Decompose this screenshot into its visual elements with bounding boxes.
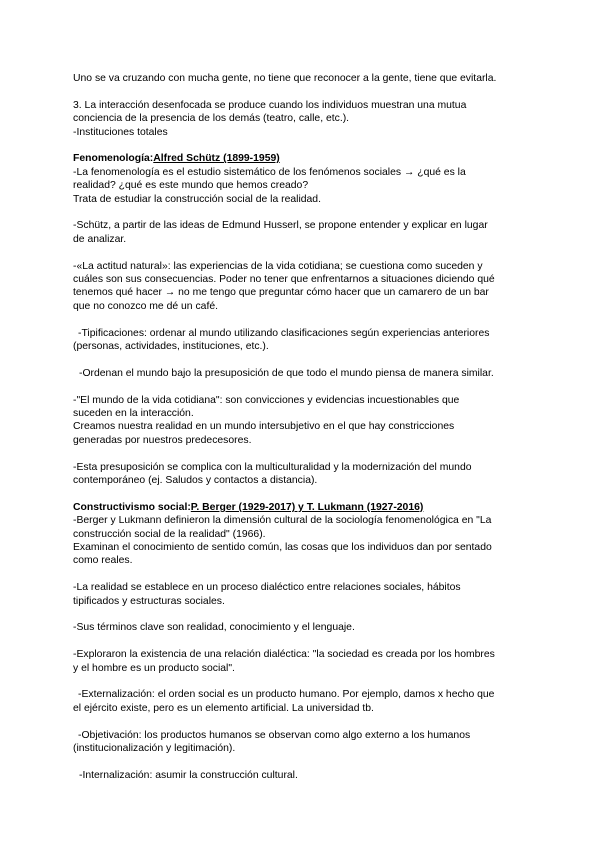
con-b1-line-1: -Berger y Lukmann definieron la dimensión cultural de la sociología fenomenológica en "La: [73, 515, 492, 527]
fenomenologia-block-2: [73, 219, 535, 246]
fen-b3-line-4: que no conozco me dé un café.: [73, 300, 218, 312]
fen-b1-line-3: Trata de estudiar la construcción social de la realidad.: [73, 193, 321, 205]
fenomenologia-heading: [73, 152, 535, 165]
fenomenologia-block-1: [73, 152, 535, 206]
fen-b6-line-1: -"El mundo de la vida cotidiana": son convicciones y evidencias incuestionables que: [73, 394, 460, 406]
fen-b3-line-2: cuáles son sus consecuencias. Poder no tener que enfrentarnos a situaciones diciendo qué: [73, 274, 495, 286]
fen-b7-line-1: -Esta presuposición se complica con la multiculturalidad y la modernización del mundo: [73, 461, 472, 473]
fen-b6-line-3: Creamos nuestra realidad en un mundo intersubjetivo en el que hay constricciones: [73, 421, 455, 433]
con-b2-line-1: -La realidad se establece en un proceso dialéctico entre relaciones sociales, hábitos: [73, 582, 461, 594]
intro-line: Uno se va cruzando con mucha gente, no tiene que reconocer a la gente, tiene que evitarla.: [73, 73, 497, 84]
fenomenologia-author: Alfred Schütz (1899-1959): [153, 153, 280, 165]
constructivismo-heading-label: Constructivismo social:: [73, 501, 191, 513]
fen-b7-line-2: contemporáneo (ej. Saludos y contactos a distancia).: [73, 475, 318, 487]
con-b1-line-2: construcción social de la realidad" (1966).: [73, 528, 266, 540]
con-b3-line: -Sus términos clave son realidad, conocimiento y el lenguaje.: [73, 622, 355, 634]
con-b6-line-2: (institucionalización y legitimación).: [73, 743, 236, 755]
con-b5-line-1: -Externalización: el orden social es un producto humano. Por ejemplo, damos x hecho que: [78, 689, 495, 701]
constructivismo-heading: [73, 501, 535, 514]
fen-b2-line-1: -Schütz, a partir de las ideas de Edmund Husserl, se propone entender y explicar en lugar: [73, 220, 488, 232]
con-b7-line: -Internalización: asumir la construcción cultural.: [79, 769, 298, 781]
con-b1-line-4: como reales.: [73, 555, 133, 567]
intro-paragraph: [73, 72, 535, 85]
con-b1-line-3: Examinan el conocimiento de sentido común, las cosas que los individuos dan por sentado: [73, 542, 492, 554]
fen-b3-line-3: tenemos qué hacer → no me tengo que preguntar cómo hacer que un camarero de un bar: [73, 287, 489, 299]
fenomenologia-block-5: [73, 367, 535, 380]
fen-b5-line: -Ordenan el mundo bajo la presuposición de que todo el mundo piensa de manera similar.: [79, 367, 494, 379]
constructivismo-block-6: [73, 729, 535, 756]
con-b6-line-1: -Objetivación: los productos humanos se observan como algo externo a los humanos: [78, 729, 471, 741]
constructivismo-block-1: [73, 501, 535, 568]
constructivismo-block-2: [73, 581, 535, 608]
con-b4-line-1: -Exploraron la existencia de una relación dialéctica: "la sociedad es creada por los hombres: [73, 649, 495, 661]
unfocused-interaction-paragraph: [73, 99, 535, 139]
fenomenologia-heading-label: Fenomenología:: [73, 153, 154, 165]
fenomenologia-block-6: [73, 394, 535, 448]
constructivismo-block-5: [73, 688, 535, 715]
fen-b1-line-1: -La fenomenología es el estudio sistemático de los fenómenos sociales → ¿qué es la: [73, 166, 466, 178]
constructivismo-block-4: [73, 648, 535, 675]
p3-line-2: conciencia de la presencia de los demás (teatro, calle, etc.).: [73, 113, 350, 125]
fenomenologia-block-4: [73, 327, 535, 354]
fen-b2-line-2: de analizar.: [73, 233, 127, 245]
fen-b4-line-2: (personas, actividades, instituciones, etc.).: [73, 341, 269, 353]
con-b2-line-2: tipificados y estructuras sociales.: [73, 595, 225, 607]
document-page: [73, 72, 535, 796]
constructivismo-block-3: [73, 621, 535, 634]
constructivismo-block-7: [73, 769, 535, 782]
fenomenologia-block-3: [73, 260, 535, 314]
fen-b6-line-2: suceden en la interacción.: [73, 408, 194, 420]
p3-line-3: -Instituciones totales: [73, 126, 168, 138]
fen-b4-line-1: -Tipificaciones: ordenar al mundo utilizando clasificaciones según experiencias anteriores: [78, 327, 490, 339]
fen-b6-line-4: generadas por nuestros predecesores.: [73, 434, 252, 446]
p3-line-1: 3. La interacción desenfocada se produce cuando los individuos muestran una mutua: [73, 99, 467, 111]
constructivismo-authors: P. Berger (1929-2017) y T. Lukmann (1927-2016): [190, 501, 424, 513]
fenomenologia-block-7: [73, 461, 535, 488]
con-b4-line-2: y el hombre es un producto social".: [73, 662, 235, 674]
fen-b1-line-2: realidad? ¿qué es este mundo que hemos creado?: [73, 180, 309, 192]
con-b5-line-2: el ejército existe, pero es un elemento artificial. La universidad tb.: [73, 702, 374, 714]
fen-b3-line-1: -«La actitud natural»: las experiencias de la vida cotidiana; se cuestiona como suceden y: [73, 260, 483, 272]
